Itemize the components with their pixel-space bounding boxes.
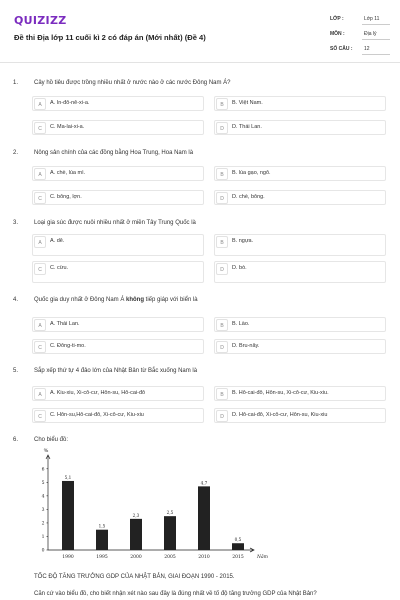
data-label-1995: 1,5	[98, 523, 106, 529]
option-text: A. Kiu-xiu, Xi-cô-cư, Hôn-su, Hô-cai-đô	[50, 390, 146, 396]
y-tick-label: 1	[41, 535, 45, 541]
option-letter: C	[34, 410, 46, 422]
bar-1990	[62, 481, 74, 550]
question-number: 4.	[13, 297, 19, 303]
y-tick-label: 6	[41, 467, 45, 473]
question-number: 3.	[13, 220, 19, 226]
x-tick-label-2000: 2000	[130, 555, 142, 560]
y-tick-label: 5	[41, 481, 45, 487]
option-text: A. dê.	[50, 238, 65, 244]
data-label-2005: 2,5	[166, 510, 174, 516]
option-d[interactable]	[214, 120, 386, 135]
option-c[interactable]	[32, 408, 204, 423]
gdp-growth-bar-chart	[28, 448, 278, 567]
option-letter: D	[216, 122, 228, 134]
bar-2005	[164, 516, 176, 550]
option-d[interactable]	[214, 261, 386, 283]
meta-value: Địa lý	[364, 31, 377, 37]
option-a[interactable]	[32, 234, 204, 256]
question-text	[34, 297, 384, 303]
meta-row-class	[330, 14, 390, 29]
option-letter: A	[34, 98, 46, 110]
option-b[interactable]	[214, 166, 386, 181]
meta-underline	[362, 24, 390, 25]
option-letter: B	[216, 98, 228, 110]
option-text: D. chè, bông.	[232, 194, 265, 200]
option-text: A. chè, lúa mì.	[50, 170, 86, 176]
option-a[interactable]	[32, 166, 204, 181]
option-text: D. bò.	[232, 265, 247, 271]
option-letter: A	[34, 168, 46, 180]
option-text: D. Hô-cai-đô, Xi-cô-cư, Hôn-su, Kiu-xiu	[232, 412, 328, 418]
option-letter: C	[34, 341, 46, 353]
meta-info	[330, 14, 390, 59]
chart-caption: TỐC ĐỘ TĂNG TRƯỞNG GDP CỦA NHẬT BẢN, GIAI ĐOẠN 1990 - 2015.	[34, 574, 235, 580]
y-axis-label: %	[43, 448, 49, 454]
option-text: A. In-đô-nê-xi-a.	[50, 100, 90, 106]
x-tick-label-1995: 1995	[96, 555, 108, 560]
meta-row-count	[330, 44, 390, 59]
bar-2010	[198, 486, 210, 550]
option-c[interactable]	[32, 261, 204, 283]
option-letter: D	[216, 341, 228, 353]
option-text: C. cừu.	[50, 265, 69, 271]
question-text-emphasis: không	[125, 297, 144, 303]
option-letter: B	[216, 168, 228, 180]
question-text: Sắp xếp thứ tự 4 đảo lớn của Nhật Bản từ Bắc xuống Nam là	[34, 368, 198, 374]
meta-value: 12	[364, 46, 370, 52]
question-text-end: tiếp giáp với biển là	[143, 297, 198, 303]
question-number: 2.	[13, 150, 19, 156]
option-a[interactable]	[32, 317, 204, 332]
option-b[interactable]	[214, 234, 386, 256]
option-text: B. Lào.	[232, 321, 250, 327]
meta-underline	[362, 54, 390, 55]
option-b[interactable]	[214, 386, 386, 401]
y-tick-label: 3	[41, 508, 45, 514]
quizizz-logo: QUIZIZZ	[14, 14, 67, 27]
y-tick-label: 4	[41, 494, 45, 500]
header	[0, 0, 400, 62]
bar-2015	[232, 543, 244, 550]
x-tick-label-1990: 1990	[62, 555, 74, 560]
option-text: B. ngựa.	[232, 238, 254, 244]
option-d[interactable]	[214, 190, 386, 205]
data-label-1990: 5,1	[64, 474, 72, 480]
option-b[interactable]	[214, 317, 386, 332]
option-text: C. bông, lợn.	[50, 194, 82, 200]
option-letter: C	[34, 192, 46, 204]
option-letter: D	[216, 192, 228, 204]
x-tick-label-2015: 2015	[232, 555, 244, 560]
meta-underline	[362, 39, 390, 40]
option-text: C. Hôn-su,Hô-cai-đô, Xi-cô-cư, Kiu-xiu	[50, 412, 144, 418]
x-tick-label-2010: 2010	[198, 555, 210, 560]
y-tick-label: 0	[41, 548, 45, 554]
y-tick-label: 2	[41, 521, 45, 527]
question-text: Nông sản chính của các đồng bằng Hoa Trung, Hoa Nam là	[34, 150, 194, 156]
option-c[interactable]	[32, 190, 204, 205]
option-text: D. Bru-nây.	[232, 343, 260, 349]
option-text: A. Thái Lan.	[50, 321, 80, 327]
option-b[interactable]	[214, 96, 386, 111]
header-divider	[0, 62, 400, 63]
question-text-start: Quốc gia duy nhất ở Đông Nam Á	[34, 297, 126, 303]
x-tick-label-2005: 2005	[164, 555, 176, 560]
option-letter: B	[216, 388, 228, 400]
option-letter: A	[34, 319, 46, 331]
option-d[interactable]	[214, 339, 386, 354]
option-a[interactable]	[32, 96, 204, 111]
data-label-2000: 2,3	[132, 512, 140, 518]
page-title: Đề thi Địa lớp 11 cuối kì 2 có đáp án (Mới nhất) (Đề 4)	[14, 33, 206, 42]
option-c[interactable]	[32, 339, 204, 354]
meta-row-subject	[330, 29, 390, 44]
question-text: Loại gia súc được nuôi nhiều nhất ở miền Tây Trung Quốc là	[34, 220, 196, 226]
option-letter: C	[34, 263, 46, 275]
x-axis-label: Năm	[257, 555, 268, 560]
option-text: B. Việt Nam.	[232, 100, 263, 106]
option-text: D. Thái Lan.	[232, 124, 262, 130]
data-label-2010: 4,7	[200, 480, 208, 486]
meta-label: LỚP :	[330, 16, 344, 22]
option-letter: D	[216, 410, 228, 422]
option-letter: A	[34, 388, 46, 400]
data-label-2015: 0,5	[234, 537, 242, 543]
option-letter: A	[34, 236, 46, 248]
meta-label: SỐ CÂU :	[330, 46, 353, 52]
option-a[interactable]	[32, 386, 204, 401]
option-text: B. lúa gạo, ngô.	[232, 170, 271, 176]
question-number: 1.	[13, 80, 19, 86]
option-letter: B	[216, 236, 228, 248]
option-c[interactable]	[32, 120, 204, 135]
option-d[interactable]	[214, 408, 386, 423]
question-number: 5.	[13, 368, 19, 374]
meta-value: Lớp 11	[364, 16, 380, 22]
meta-label: MÔN :	[330, 31, 345, 37]
question-text: Cho biểu đồ:	[34, 437, 69, 443]
bar-2000	[130, 519, 142, 550]
question-number: 6.	[13, 437, 19, 443]
option-letter: C	[34, 122, 46, 134]
option-letter: B	[216, 319, 228, 331]
option-text: C. Ma-lai-xi-a.	[50, 124, 85, 130]
option-text: C. Đông-ti-mo.	[50, 343, 86, 349]
question-7-text: Căn cứ vào biểu đồ, cho biết nhận xét nào sau đây là đúng nhất về tố độ tăng trưởng GDP của Nhật Bản?	[34, 591, 317, 597]
question-text: Cây hồ tiêu được trồng nhiều nhất ở nước nào ở các nước Đông Nam Á?	[34, 80, 231, 86]
option-text: B. Hô-cai-đô, Hôn-su, Xi-cô-cư, Kiu-xiu.	[232, 390, 329, 396]
bar-1995	[96, 530, 108, 550]
option-letter: D	[216, 263, 228, 275]
